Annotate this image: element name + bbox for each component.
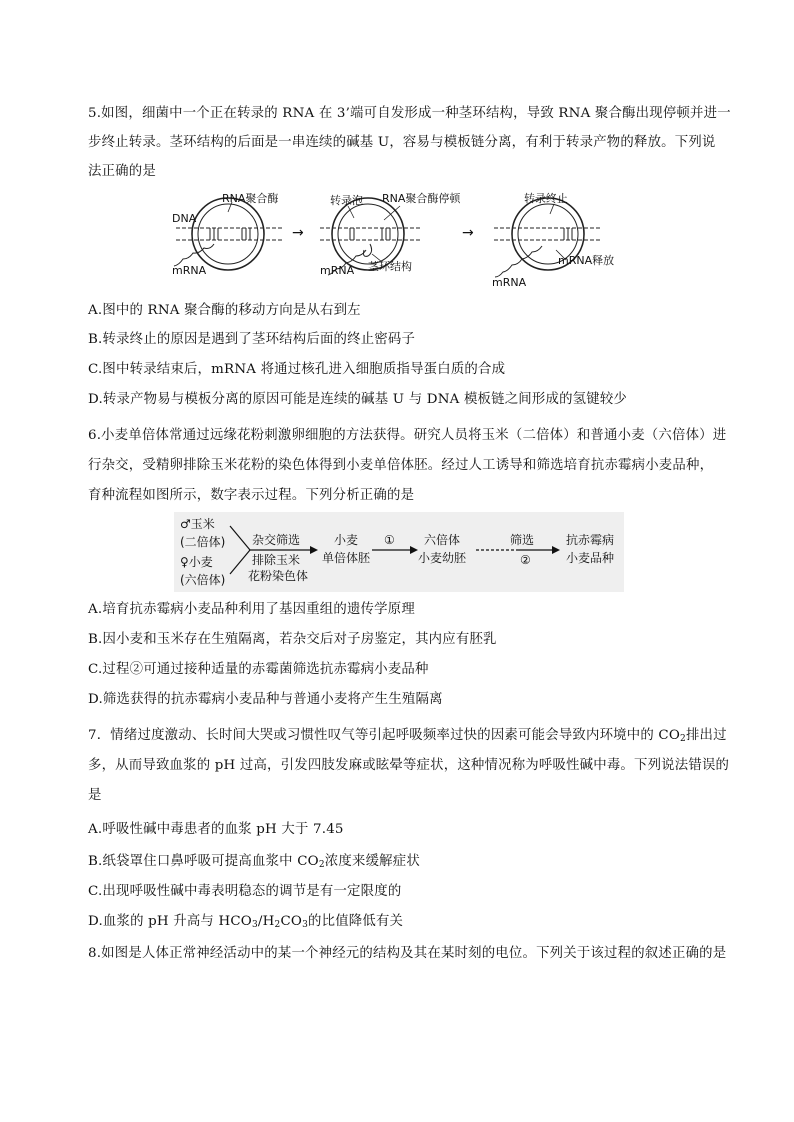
q6-label-step-2: ② xyxy=(520,553,531,567)
q5-label-stop: 转录终止 xyxy=(524,192,568,205)
q7-option-d-sub-3: 3 xyxy=(302,920,309,930)
q5-arrow-2: → xyxy=(462,225,474,241)
q7-option-b-sub: 2 xyxy=(318,860,325,870)
q5-option-d: D.转录产物易与模板分离的原因可能是连续的碱基 U 与 DNA 模板链之间形成的氢键较少 xyxy=(88,392,628,407)
q6-label-female: ♀小麦 xyxy=(180,555,213,569)
q5-panel-2 xyxy=(320,191,461,277)
q5-stem-line-2: 步终止转录。茎环结构的后面是一串连续的碱基 U，容易与模板链分离，有利于转录产物的释放。下列说 xyxy=(88,135,716,150)
q5-label-dna: DNA xyxy=(172,212,197,225)
q5-label-mrna-1: mRNA xyxy=(172,264,207,277)
q7-option-d-b: /H xyxy=(257,914,275,929)
q5-label-mrna-release: mRNA释放 xyxy=(558,254,615,267)
q7-option-d xyxy=(88,912,403,932)
q6-option-a: A.培育抗赤霉病小麦品种利用了基因重组的遗传学原理 xyxy=(88,602,415,617)
q6-option-d: D.筛选获得的抗赤霉病小麦品种与普通小麦将产生生殖隔离 xyxy=(88,692,443,707)
q7-stem-1-a: 7．情绪过度激动、长时间大哭或习惯性叹气等引起呼吸频率过快的因素可能会导致内环境中的 CO xyxy=(88,728,681,743)
q6-label-hexaploid-1: 六倍体 xyxy=(424,533,461,547)
q6-breeding-flowchart xyxy=(174,512,624,592)
q5-label-rna-polymerase: RNA聚合酶 xyxy=(222,192,279,205)
q6-stem-line-3: 育种流程如图所示，数字表示过程。下列分析正确的是 xyxy=(88,488,415,503)
q7-option-d-d: 的比值降低有关 xyxy=(308,914,404,929)
q7-option-d-sub-1: 3 xyxy=(251,920,258,930)
q6-label-product-2: 小麦品种 xyxy=(566,551,615,565)
q7-stem-line-2: 多，从而导致血浆的 pH 过高，引发四肢发麻或眩晕等症状，这种情况称为呼吸性碱中毒。下列说法错误的 xyxy=(88,758,730,773)
q6-stem-line-2: 行杂交，受精卵排除玉米花粉的染色体得到小麦单倍体胚。经过人工诱导和筛选培育抗赤霉病小麦品种， xyxy=(88,458,714,473)
q7-stem-line-3: 是 xyxy=(88,788,102,803)
q6-label-cross-2: 排除玉米 xyxy=(252,553,301,567)
q5-option-c: C.图中转录结束后，mRNA 将通过核孔进入细胞质指导蛋白质的合成 xyxy=(88,362,506,377)
q6-stem-line-1: 6.小麦单倍体常通过远缘花粉刺激卵细胞的方法获得。研究人员将玉米（二倍体）和普通小麦（六倍体）进 xyxy=(88,428,727,443)
q5-label-mrna-3: mRNA xyxy=(492,276,527,289)
q6-label-hexaploid-2: 小麦幼胚 xyxy=(418,551,467,565)
q7-option-b-a: B.纸袋罩住口鼻呼吸可提高血浆中 CO xyxy=(88,854,319,869)
q6-label-haploid-1: 小麦 xyxy=(334,533,359,547)
q5-option-a: A.图中的 RNA 聚合酶的移动方向是从右到左 xyxy=(88,303,361,318)
q6-label-product-1: 抗赤霉病 xyxy=(566,533,615,547)
q5-transcription-figure xyxy=(170,188,630,290)
q7-option-d-c: CO xyxy=(280,914,303,929)
q7-option-a: A.呼吸性碱中毒患者的血浆 pH 大于 7.45 xyxy=(88,822,344,837)
q8-stem: 8.如图是人体正常神经活动中的某一个神经元的结构及其在某时刻的电位。下列关于该过程的叙述正确的是 xyxy=(88,946,727,961)
q5-option-b: B.转录终止的原因是遇到了茎环结构后面的终止密码子 xyxy=(88,332,416,347)
q6-option-b: B.因小麦和玉米存在生殖隔离，若杂交后对子房鉴定，其内应有胚乳 xyxy=(88,632,497,647)
q7-option-b-b: 浓度来缓解症状 xyxy=(324,854,420,869)
q6-label-haploid-2: 单倍体胚 xyxy=(322,551,371,565)
q5-label-stem-loop: 茎环结构 xyxy=(368,260,412,273)
q7-stem-1-sub: 2 xyxy=(680,734,686,744)
q6-option-c: C.过程②可通过接种适量的赤霉菌筛选抗赤霉病小麦品种 xyxy=(88,662,429,677)
q6-label-screen: 筛选 xyxy=(510,533,535,547)
q6-label-male-ploidy: (二倍体) xyxy=(180,535,226,549)
q6-label-male: ♂玉米 xyxy=(180,517,215,531)
q6-label-female-ploidy: (六倍体) xyxy=(180,573,226,587)
q5-panel-3 xyxy=(492,191,614,289)
q5-stem-line-3: 法正确的是 xyxy=(88,164,156,179)
q5-label-polymerase-pause: RNA聚合酶停顿 xyxy=(382,192,461,205)
q7-option-d-a: D.血浆的 pH 升高与 HCO xyxy=(88,914,252,929)
q7-stem-line-1 xyxy=(88,726,727,746)
q5-label-bubble: 转录泡 xyxy=(330,194,363,207)
q5-label-mrna-2: mRNA xyxy=(320,264,355,277)
q5-stem-line-1: 5.如图，细菌中一个正在转录的 RNA 在 3’端可自发形成一种茎环结构，导致 RNA 聚合酶出现停顿并进一 xyxy=(88,106,731,121)
q6-label-cross-1: 杂交筛选 xyxy=(252,533,301,547)
q7-option-c: C.出现呼吸性碱中毒表明稳态的调节是有一定限度的 xyxy=(88,884,402,899)
q6-label-cross-3: 花粉染色体 xyxy=(248,569,309,583)
q5-panel-1 xyxy=(172,191,282,277)
q7-option-d-sub-2: 2 xyxy=(274,920,281,930)
q7-stem-1-b: 排出过 xyxy=(685,728,727,743)
q7-option-b xyxy=(88,852,420,872)
q5-arrow-1: → xyxy=(292,225,304,241)
q6-label-step-1: ① xyxy=(384,533,395,547)
